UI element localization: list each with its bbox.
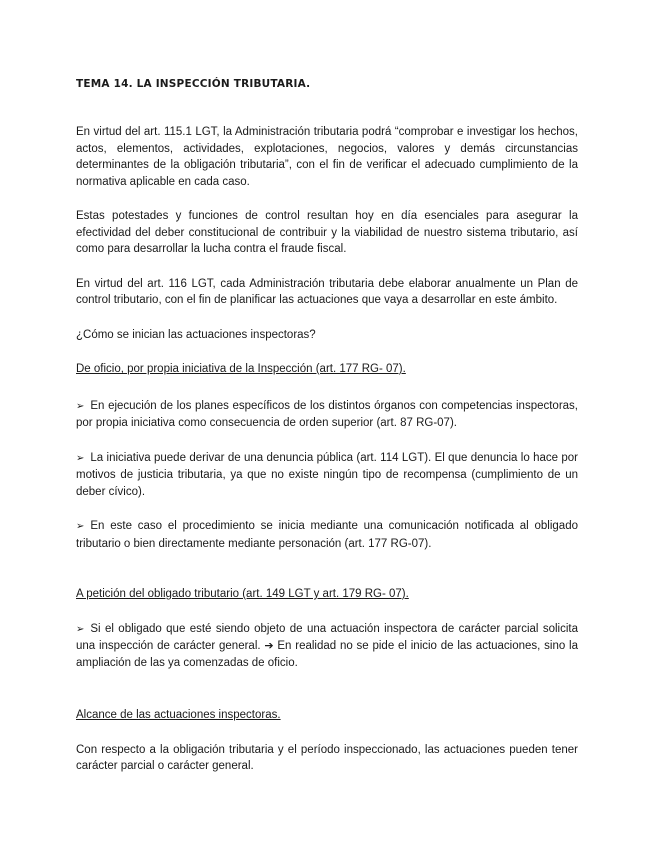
document-page — [76, 78, 578, 775]
bullet-arrow-icon: ➢ — [76, 521, 85, 532]
bullet-text: La iniciativa puede derivar de una denuncia pública (art. 114 LGT). El que denuncia lo hace por motivos de justicia tributaria, ya que no existe ningún tipo de recompensa (cumplimiento de un deber cívico). — [76, 451, 578, 498]
bullet-arrow-icon: ➢ — [76, 623, 85, 635]
bullet-item-planes — [76, 398, 578, 432]
bullet-text: En este caso el procedimiento se inicia mediante una comunicación notificada al obligado tributario o bien directamente mediante personación (art. 177 RG-07). — [76, 520, 578, 550]
paragraph-potestades: Estas potestades y funciones de control resultan hoy en día esenciales para asegurar la efectividad del deber constitucional de contribuir y la viabilidad de nuestro sistema tributario, así como para desarrollar la lucha contra el fraude fiscal. — [76, 210, 578, 255]
right-arrow-icon: ➔ — [264, 639, 274, 652]
heading-alcance: Alcance de las actuaciones inspectoras. — [76, 709, 281, 721]
bullet-text: En ejecución de los planes específicos de los distintos órganos con competencias inspectoras, por propia iniciativa como consecuencia de orden superior (art. 87 RG-07). — [76, 399, 578, 429]
paragraph-alcance: Con respecto a la obligación tributaria y el período inspeccionado, las actuaciones pueden tener carácter parcial o carácter general. — [76, 743, 578, 772]
bullet-item-denuncia — [76, 450, 578, 501]
paragraph-art-115: En virtud del art. 115.1 LGT, la Administración tributaria podrá “comprobar e investigar los hechos, actos, elementos, actividades, explotaciones, negocios, valores y demás circunstancias determinantes de la obligación tributaria”, con el fin de verificar el adecuado cumplimiento de la normativa aplicable en cada caso. — [76, 126, 578, 188]
heading-de-oficio: De oficio, por propia iniciativa de la Inspección (art. 177 RG- 07). — [76, 363, 406, 375]
bullet-item-ampliacion — [76, 621, 578, 672]
bullet-item-comunicacion — [76, 518, 578, 552]
bullet-text-continuation: En realidad no se pide el inicio de las actuaciones, sino la ampliación de las ya comenzadas de oficio. — [76, 640, 578, 669]
bullet-arrow-icon: ➢ — [76, 400, 85, 412]
bullet-text: Si el obligado que esté siendo objeto de una actuación inspectora de carácter parcial solicita una inspección de carácter general. — [76, 622, 578, 652]
bullet-arrow-icon: ➢ — [76, 452, 85, 464]
heading-a-peticion: A petición del obligado tributario (art. 149 LGT y art. 179 RG- 07). — [76, 588, 409, 600]
question-inicio: ¿Cómo se inician las actuaciones inspectoras? — [76, 328, 316, 341]
document-title: TEMA 14. LA INSPECCIÓN TRIBUTARIA. — [76, 78, 311, 90]
paragraph-art-116: En virtud del art. 116 LGT, cada Administración tributaria debe elaborar anualmente un Plan de control tributario, con el fin de planificar las actuaciones que vaya a desarrollar en este ámbito. — [76, 277, 578, 306]
